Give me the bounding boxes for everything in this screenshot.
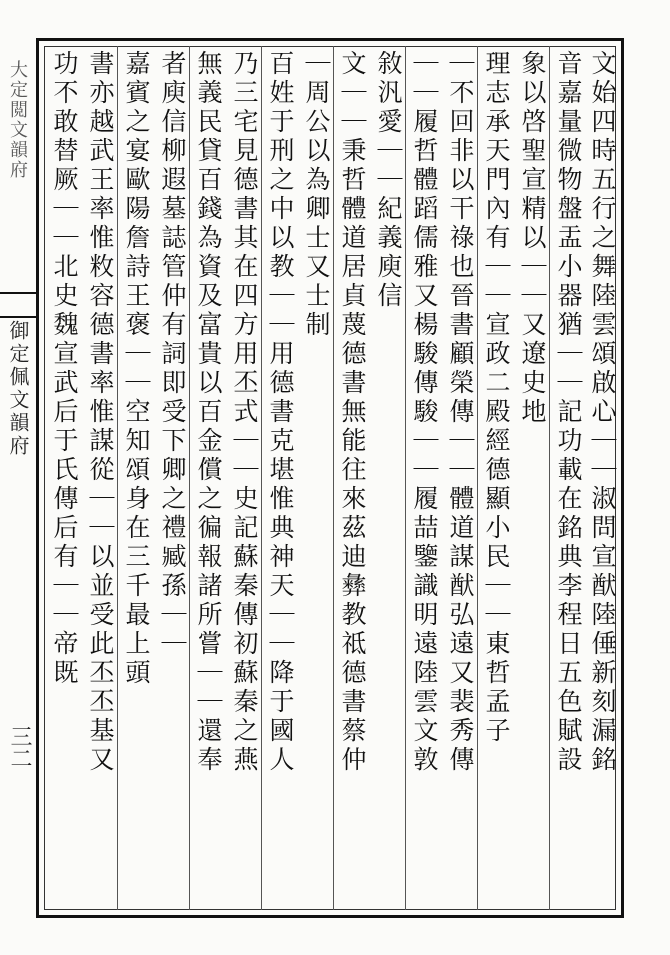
text-column-13: 者庾信柳遐墓誌管仲有詞即受下卿之禮臧孫｜｜ bbox=[158, 50, 187, 659]
text-column-7: 敘汎愛｜｜紀義庾信 bbox=[374, 50, 403, 311]
text-column-14: 嘉賓之宴歐陽詹詩王褒｜｜空知頌身在三千最上頭 bbox=[122, 50, 151, 688]
page-margin bbox=[0, 0, 36, 955]
text-column-5: ｜不回非以干祿也晉書顧榮傳｜｜體道謀猷弘遠又裴秀傳 bbox=[446, 50, 475, 775]
text-column-16: 功不敢替厥｜｜北史魏宣武后于氏傳后有｜｜帝既 bbox=[50, 50, 79, 688]
text-column-3: 象以啓聖宣精以｜｜又遼史地 bbox=[518, 50, 547, 427]
text-column-6: ｜｜履哲體蹈儒雅又楊駿傳駿｜｜履喆鑒識明遠陸雲文敦 bbox=[410, 50, 439, 775]
text-column-11: 乃三宅見德書其在四方用丕式｜｜史記蘇秦傳初蘇秦之燕 bbox=[230, 50, 259, 775]
margin-header-text: 大定閲文韻府 bbox=[7, 60, 28, 180]
margin-fishtail-mark bbox=[0, 292, 36, 318]
text-column-9: ｜周公以為卿士又士制 bbox=[302, 50, 331, 340]
text-column-8: 文｜｜秉哲體道居貞蔑德書無能往來茲迪彝教祗德書蔡仲 bbox=[338, 50, 367, 775]
text-column-4: 理志承天門內有｜｜宣政二殿經德顯小民｜｜東哲孟子 bbox=[482, 50, 511, 746]
text-column-12: 無義民貸百錢為資及富貴以百金償之徧報諸所嘗｜｜還奉 bbox=[194, 50, 223, 775]
text-column-10: 百姓于刑之中以教｜｜用德書克堪惟典神天｜｜降于國人 bbox=[266, 50, 295, 775]
page-number: 三二 bbox=[7, 725, 32, 769]
text-column-1: 文始四時五行之舞陸雲頌啟心｜｜淑問宣猷陸倕新刻漏銘 bbox=[588, 50, 617, 775]
book-title: 御定佩文韻府 bbox=[6, 320, 30, 458]
text-column-15: 書亦越武王率惟敉容德書率惟謀從｜｜以並受此丕丕基又 bbox=[86, 50, 115, 775]
text-column-2: 音嘉量微物盤盂小器猶｜｜記功載在銘典李程日五色賦設 bbox=[554, 50, 583, 775]
